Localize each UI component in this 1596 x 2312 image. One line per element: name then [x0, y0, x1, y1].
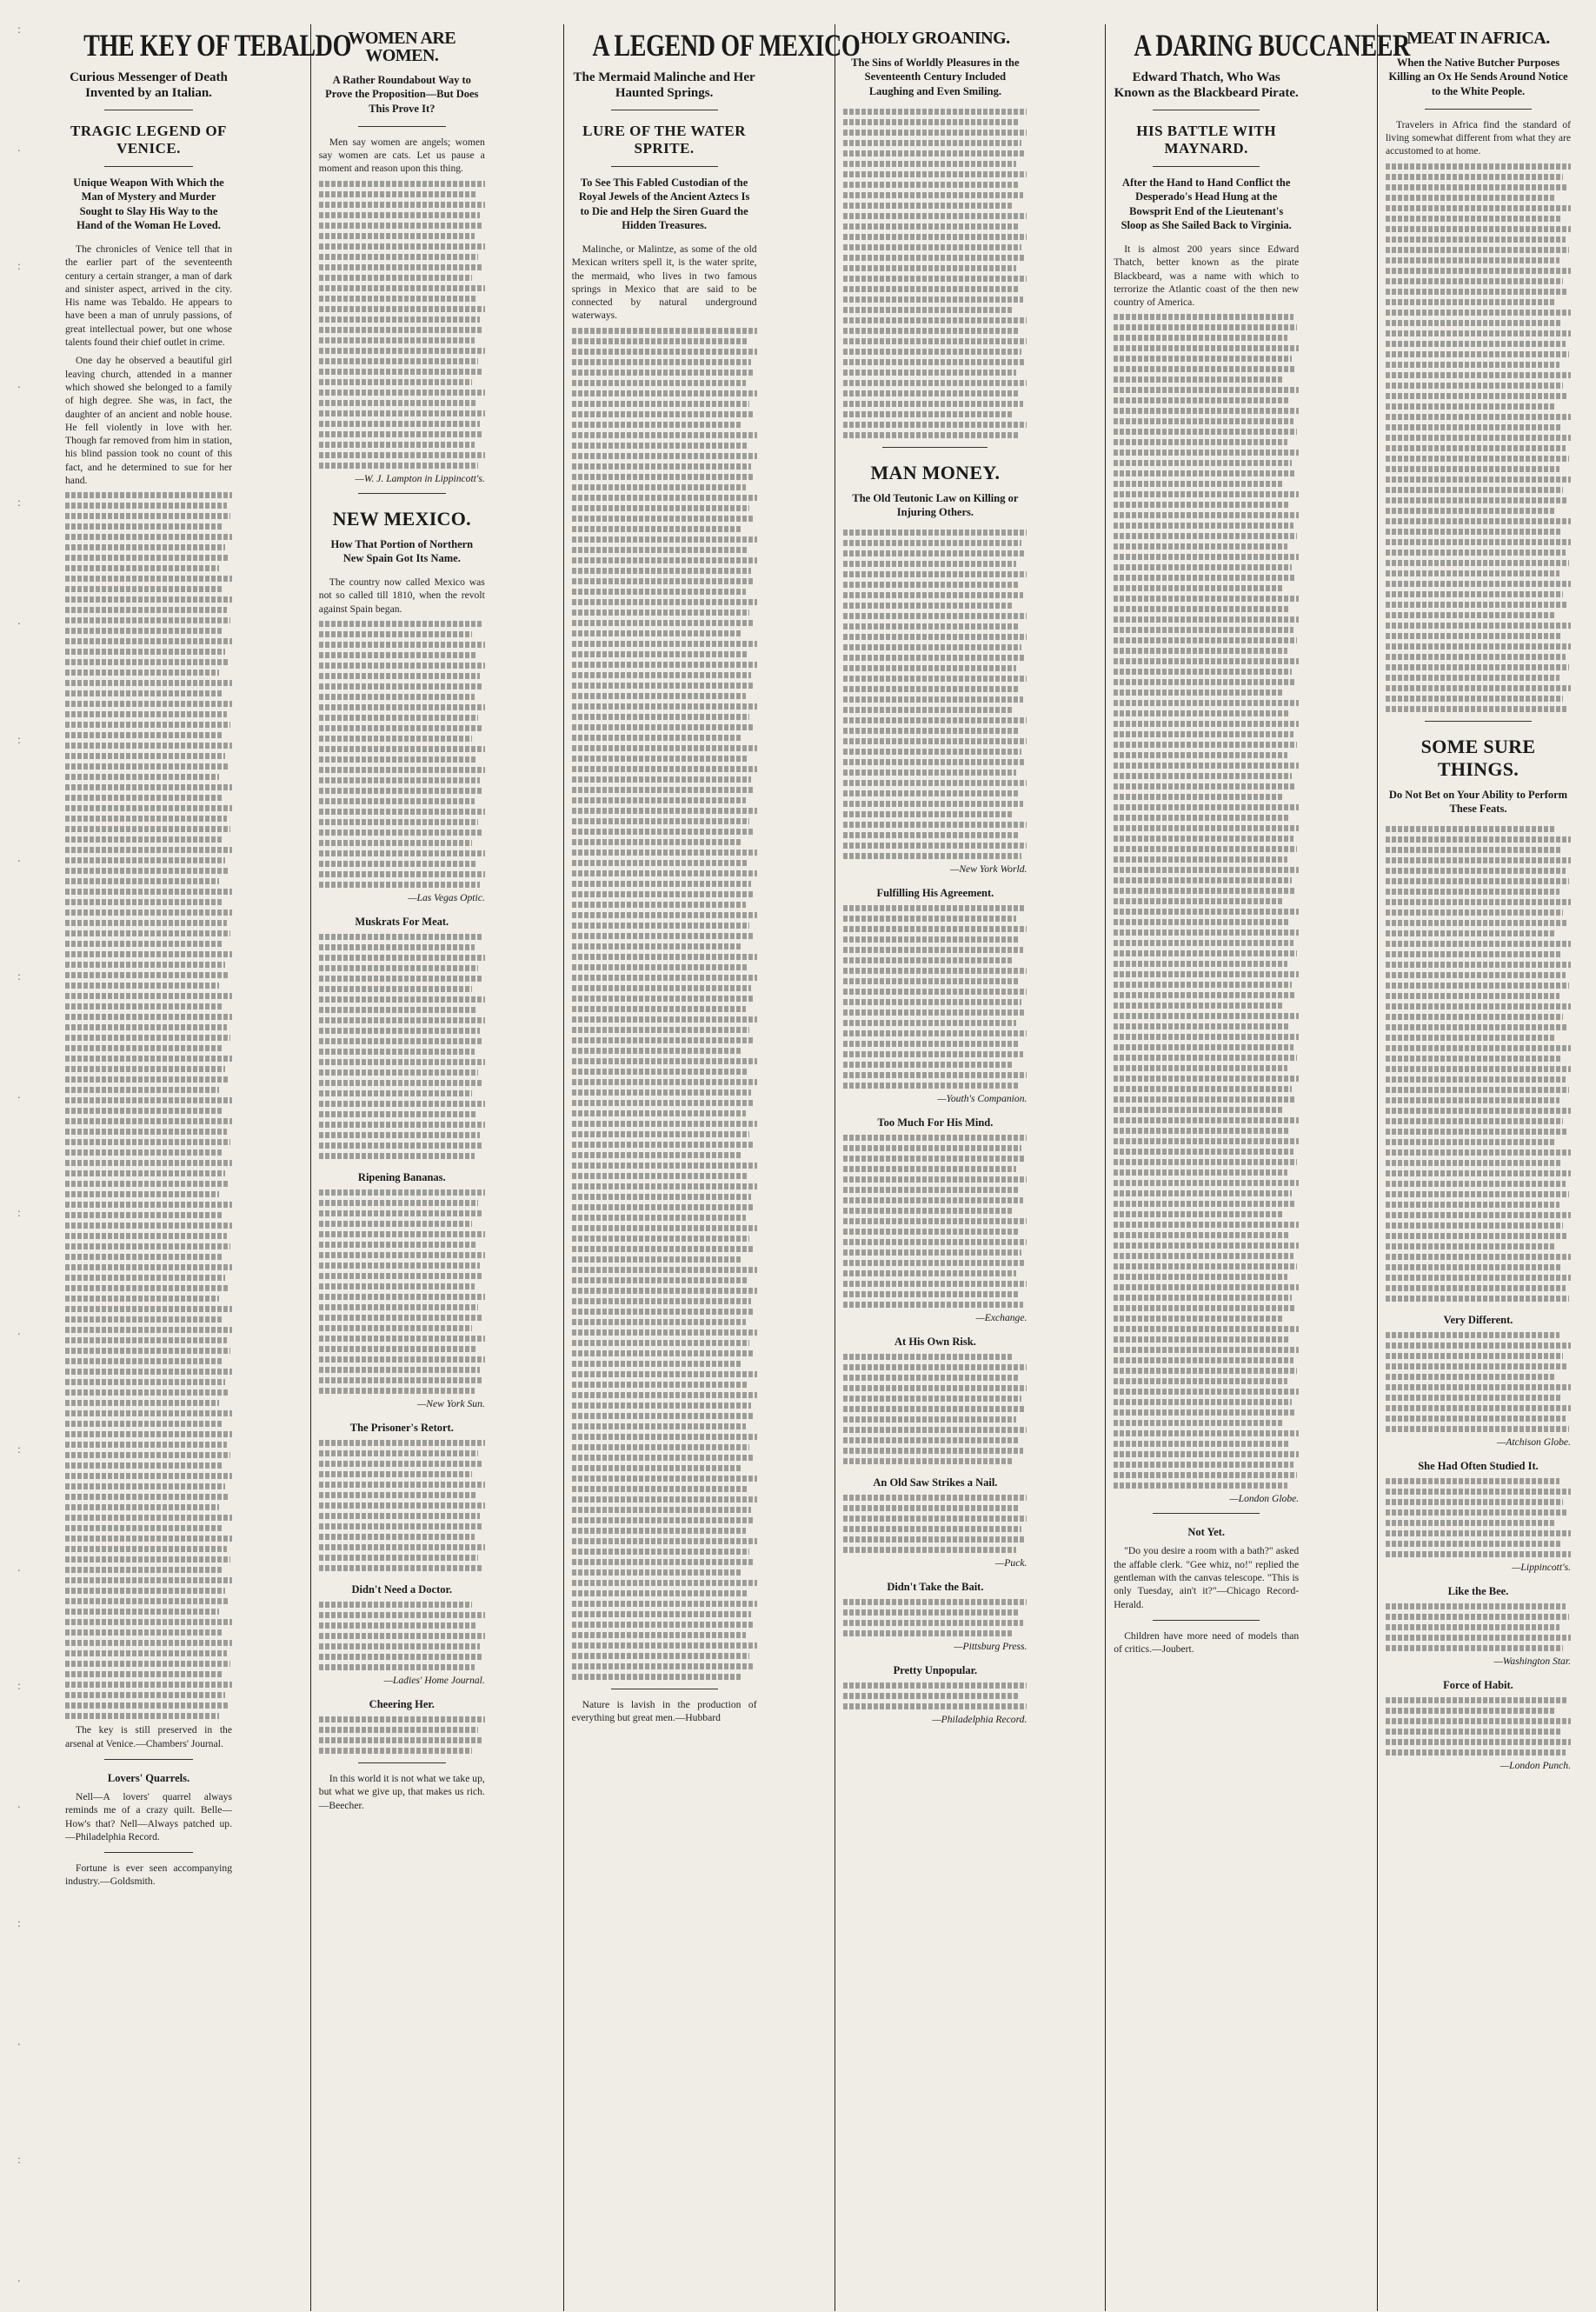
article-body-text — [843, 1599, 1027, 1636]
column-women-are-women — [310, 24, 493, 2311]
article-paragraph: It is almost 200 years since Edward Thatch, better known as the pirate Blackbeard, was a name with which to terrorize the Atlantic coast of the then new country of America. — [1114, 243, 1300, 309]
credit-line: —Ladies' Home Journal. — [383, 1675, 485, 1687]
article-body-text — [1386, 1478, 1571, 1557]
minor-title: Lovers' Quarrels. — [107, 1771, 190, 1784]
article-body-text — [1386, 163, 1571, 712]
credit-line: —London Globe. — [1229, 1493, 1300, 1505]
deck: To See This Fabled Custodian of the Royal Jewels of the Ancient Aztecs Is to Die and Help the Siren Guard the Hidden Treasures. — [578, 177, 750, 231]
subhead: Edward Thatch, Who Was Known as the Blackbeard Pirate. — [1114, 70, 1299, 100]
deck: When the Native Butcher Purposes Killing an Ox He Sends Around Notice to the White People. — [1388, 57, 1568, 97]
deck: After the Hand to Hand Conflict the Desperado's Head Hung at the Bowsprit End of the Lieutenant's Sloop as She Sailed Back to Virginia. — [1121, 177, 1292, 231]
column-holy-groaning — [835, 24, 1034, 2311]
article-paragraph: The country now called Mexico was not so called till 1810, when the revolt against Spain began. — [318, 576, 485, 615]
article-body-text — [1386, 1697, 1571, 1756]
article-paragraph: One day he observed a beautiful girl leaving church, attended in a manner which showed she belonged to a family of high degree. She was, in fact, the daughter of an ancient and noble house. He fell violently in love with her. Though far removed from him in station, his blind passion took no count of this fact, and he determined to sue for her hand. — [65, 355, 232, 487]
credit-line: —Atchison Globe. — [1496, 1436, 1571, 1449]
minor-title: An Old Saw Strikes a Nail. — [873, 1476, 998, 1489]
credit-line: The key is still preserved in the arsenal at Venice.—Chambers' Journal. — [65, 1724, 232, 1749]
columns — [57, 24, 1579, 2312]
caps-head: TRAGIC LEGEND OF VENICE. — [70, 123, 227, 157]
article-body-text — [1386, 1332, 1571, 1432]
credit-line: —Lippincott's. — [1512, 1562, 1571, 1574]
article-body-text — [1114, 314, 1299, 1489]
divider — [358, 126, 446, 127]
article-body-text — [572, 328, 757, 1680]
divider — [1425, 721, 1532, 722]
headline: WOMEN ARE WOMEN. — [348, 29, 456, 65]
divider — [358, 493, 446, 494]
deck: A Rather Roundabout Way to Prove the Proposition—But Does This Prove It? — [325, 74, 479, 115]
deck: How That Portion of Northern New Spain Got Its Name. — [330, 537, 474, 564]
article-body-text — [319, 934, 485, 1159]
minor-title: At His Own Risk. — [894, 1336, 976, 1349]
quote: Nature is lavish in the production of everything but great men.—Hubbard — [571, 1698, 757, 1724]
column-key-of-tebaldo — [57, 24, 352, 2311]
article-body-text — [843, 1495, 1027, 1553]
quote: Children have more need of models than of critics.—Joubert. — [1114, 1629, 1300, 1656]
article-body-text — [65, 492, 232, 1719]
column-legend-of-mexico — [563, 24, 860, 2311]
deck: Do Not Bet on Your Ability to Perform These Feats. — [1388, 788, 1568, 815]
article-body-text — [843, 109, 1027, 438]
article-body-text — [843, 1682, 1027, 1709]
credit-line: —Washington Star. — [1493, 1656, 1571, 1668]
quote: In this world it is not what we take up, but what we give up, that makes us rich.—Beecher. — [318, 1773, 485, 1811]
minor-title: Cheering Her. — [369, 1698, 435, 1711]
article-paragraph: Men say women are angels; women say women are cats. Let us pause a moment and reason upon this thing. — [318, 136, 485, 175]
minor-title: Too Much For His Mind. — [877, 1116, 994, 1129]
minor-title: Like the Bee. — [1447, 1585, 1509, 1598]
article-body-text — [319, 1602, 485, 1670]
credit-line: —Philadelphia Record. — [932, 1714, 1027, 1726]
subhead: The Mermaid Malinche and Her Haunted Springs. — [573, 70, 755, 100]
article-body-text — [843, 905, 1027, 1089]
credit-line: —New York Sun. — [416, 1398, 485, 1410]
article-paragraph: "Do you desire a room with a bath?" asked the affable clerk. "Gee whiz, no!" replied the gentleman with the canvas telescope. "This is only Tuesday, ain't it?"—Chicago Record-Herald. — [1114, 1545, 1300, 1610]
quote: Fortune is ever seen accompanying industry.—Goldsmith. — [65, 1862, 232, 1888]
credit-line: —New York World. — [950, 863, 1027, 876]
article-body-text — [843, 1354, 1027, 1464]
article-body-text — [319, 1189, 485, 1394]
column-meat-in-africa — [1377, 24, 1579, 2311]
minor-title: Not Yet. — [1187, 1526, 1225, 1539]
credit-line: —Puck. — [995, 1557, 1027, 1569]
divider — [1153, 1513, 1260, 1514]
column-daring-buccaneer — [1105, 24, 1411, 2311]
article-paragraph: Malinche, or Malintze, as some of the old Mexican writers spell it, is the water sprite, the mermaid, who lives in two famous springs in Mexico that are said to be connected by natural underground waterways. — [571, 243, 757, 322]
section-title: MAN MONEY. — [870, 461, 1001, 483]
headline: MEAT IN AFRICA. — [1406, 29, 1550, 48]
deck: Unique Weapon With Which the Man of Mystery and Murder Sought to Slay His Way to the Hand of the Woman He Loved. — [73, 177, 224, 231]
credit-line: —Youth's Companion. — [937, 1093, 1027, 1105]
article-body-text — [1386, 826, 1571, 1302]
article-paragraph: The chronicles of Venice tell that in the earlier part of the seventeenth century a certain stranger, a man of dark and sinister aspect, arrived in the city. His name was Tebaldo. He appears to have been a man of unruly passions, of great intellectual power, but one whose talents found their chief outlet in crime. — [65, 243, 232, 349]
divider — [104, 1759, 193, 1760]
divider — [1153, 166, 1260, 167]
divider — [104, 166, 193, 167]
minor-title: Pretty Unpopular. — [893, 1664, 978, 1677]
minor-title: She Had Often Studied It. — [1418, 1460, 1539, 1473]
headline: A DARING BUCCANEER — [1134, 28, 1411, 63]
minor-title: Ripening Bananas. — [357, 1171, 446, 1184]
divider — [882, 447, 988, 448]
caps-head: HIS BATTLE WITH MAYNARD. — [1136, 123, 1277, 157]
minor-title: Didn't Take the Bait. — [887, 1581, 984, 1594]
headline: HOLY GROANING. — [861, 29, 1010, 48]
article-body-text — [319, 1716, 485, 1754]
deck: The Sins of Worldly Pleasures in the Seventeenth Century Included Laughing and Even Smiling. — [851, 57, 1020, 97]
divider — [104, 1852, 193, 1853]
section-title: SOME SURE THINGS. — [1420, 735, 1536, 780]
credit-line: —W. J. Lampton in Lippincott's. — [355, 472, 485, 484]
article-body-text — [319, 621, 485, 888]
credit-line: —London Punch. — [1500, 1760, 1571, 1772]
credit-line: —Las Vegas Optic. — [408, 892, 485, 904]
credit-line: —Pittsburg Press. — [954, 1641, 1027, 1653]
divider — [358, 1762, 446, 1763]
minor-title: Fulfilling His Agreement. — [876, 887, 994, 900]
minor-title: Didn't Need a Doctor. — [351, 1583, 453, 1596]
divider — [1153, 1620, 1260, 1621]
caps-head: LURE OF THE WATER SPRITE. — [582, 123, 747, 157]
article-paragraph: Nell—A lovers' quarrel always reminds me of a crazy quilt. Belle—How's that? Nell—Always patched up.—Philadelphia Record. — [65, 1790, 232, 1842]
article-body-text — [843, 1135, 1027, 1308]
article-body-text — [843, 530, 1027, 859]
section-title: NEW MEXICO. — [332, 507, 471, 530]
subhead: Curious Messenger of Death Invented by an Italian. — [70, 70, 228, 100]
article-body-text — [1386, 1603, 1571, 1651]
divider — [1425, 109, 1532, 110]
article-paragraph: Travelers in Africa find the standard of living somewhat different from what they are accustomed to at home. — [1385, 118, 1571, 157]
minor-title: Force of Habit. — [1443, 1679, 1513, 1692]
minor-title: Muskrats For Meat. — [355, 916, 449, 929]
minor-title: The Prisoner's Retort. — [349, 1422, 454, 1435]
deck: The Old Teutonic Law on Killing or Injuring Others. — [852, 491, 1019, 518]
article-body-text — [319, 181, 485, 469]
credit-line: —Exchange. — [975, 1312, 1027, 1324]
headline: A LEGEND OF MEXICO — [592, 28, 860, 63]
divider — [611, 166, 718, 167]
article-body-text — [319, 1440, 485, 1571]
left-margin-marks: : . : . : . : . : . : . : . : . : . : . — [17, 23, 21, 2285]
headline: THE KEY OF TEBALDO — [83, 28, 352, 63]
minor-title: Very Different. — [1443, 1314, 1513, 1327]
